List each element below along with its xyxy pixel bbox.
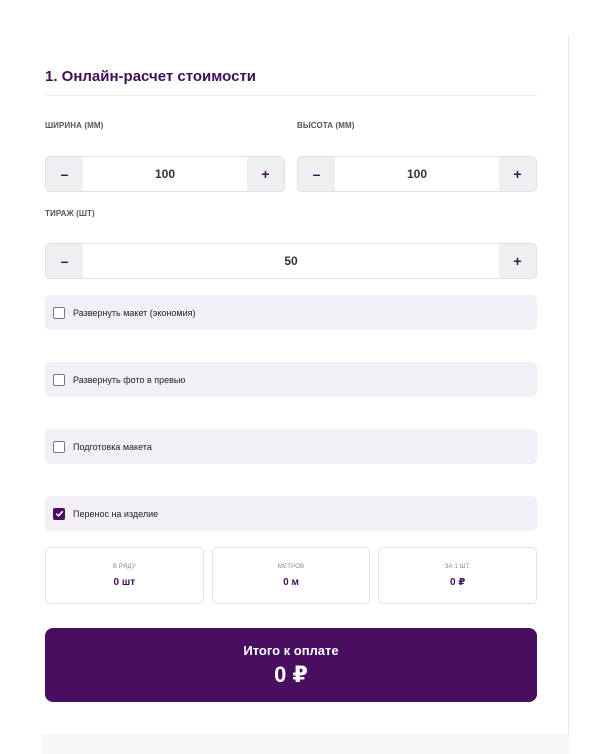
- quantity-stepper: [45, 243, 537, 279]
- option-label: Подготовка макета: [73, 441, 152, 452]
- width-decrement-button[interactable]: –: [60, 166, 69, 182]
- stat-value: 0 шт: [113, 576, 136, 588]
- width-label: ШИРИНА (ММ): [45, 121, 104, 130]
- option-expand-layout[interactable]: [45, 295, 537, 330]
- stats-row: [45, 547, 537, 604]
- total-payment-panel[interactable]: [45, 628, 537, 702]
- layout-preparation-checkbox[interactable]: [53, 441, 65, 453]
- expand-photo-checkbox[interactable]: [53, 374, 65, 386]
- width-stepper: [45, 156, 285, 192]
- total-label: Итого к оплате: [243, 642, 339, 658]
- stat-per-row: [45, 547, 204, 604]
- stat-value: 0 ₽: [450, 576, 466, 588]
- option-label: Перенос на изделие: [73, 508, 159, 519]
- quantity-increment-button[interactable]: +: [513, 253, 522, 269]
- option-label: Развернуть фото в превью: [73, 374, 186, 385]
- height-stepper: [297, 156, 537, 192]
- height-label: ВЫСОТА (ММ): [297, 121, 355, 130]
- width-input[interactable]: [83, 157, 247, 191]
- height-decrement-button[interactable]: –: [312, 166, 321, 182]
- footer-band: [42, 734, 569, 754]
- stat-label: МЕТРОВ: [277, 563, 305, 570]
- right-divider: [568, 36, 569, 736]
- option-transfer-to-product[interactable]: [45, 496, 537, 531]
- option-expand-photo[interactable]: [45, 362, 537, 397]
- stat-meters: [212, 547, 371, 604]
- height-increment-button[interactable]: +: [513, 166, 522, 182]
- option-label: Развернуть макет (экономия): [73, 307, 196, 318]
- total-value: 0 ₽: [274, 661, 308, 687]
- quantity-decrement-button[interactable]: –: [60, 253, 69, 269]
- stat-label: ЗА 1 ШТ.: [444, 563, 471, 570]
- stat-per-item: [378, 547, 537, 604]
- transfer-to-product-checkbox[interactable]: [53, 508, 65, 520]
- quantity-input[interactable]: [83, 244, 499, 278]
- check-icon: [55, 509, 64, 518]
- stat-label: В РЯДУ: [112, 563, 136, 570]
- calculator-title: 1. Онлайн-расчет стоимости: [45, 68, 537, 96]
- option-layout-preparation[interactable]: [45, 429, 537, 464]
- stat-value: 0 м: [283, 576, 299, 588]
- price-calculator: [45, 68, 537, 687]
- quantity-label: ТИРАЖ (ШТ): [45, 209, 95, 218]
- width-increment-button[interactable]: +: [261, 166, 270, 182]
- height-input[interactable]: [335, 157, 499, 191]
- expand-layout-checkbox[interactable]: [53, 307, 65, 319]
